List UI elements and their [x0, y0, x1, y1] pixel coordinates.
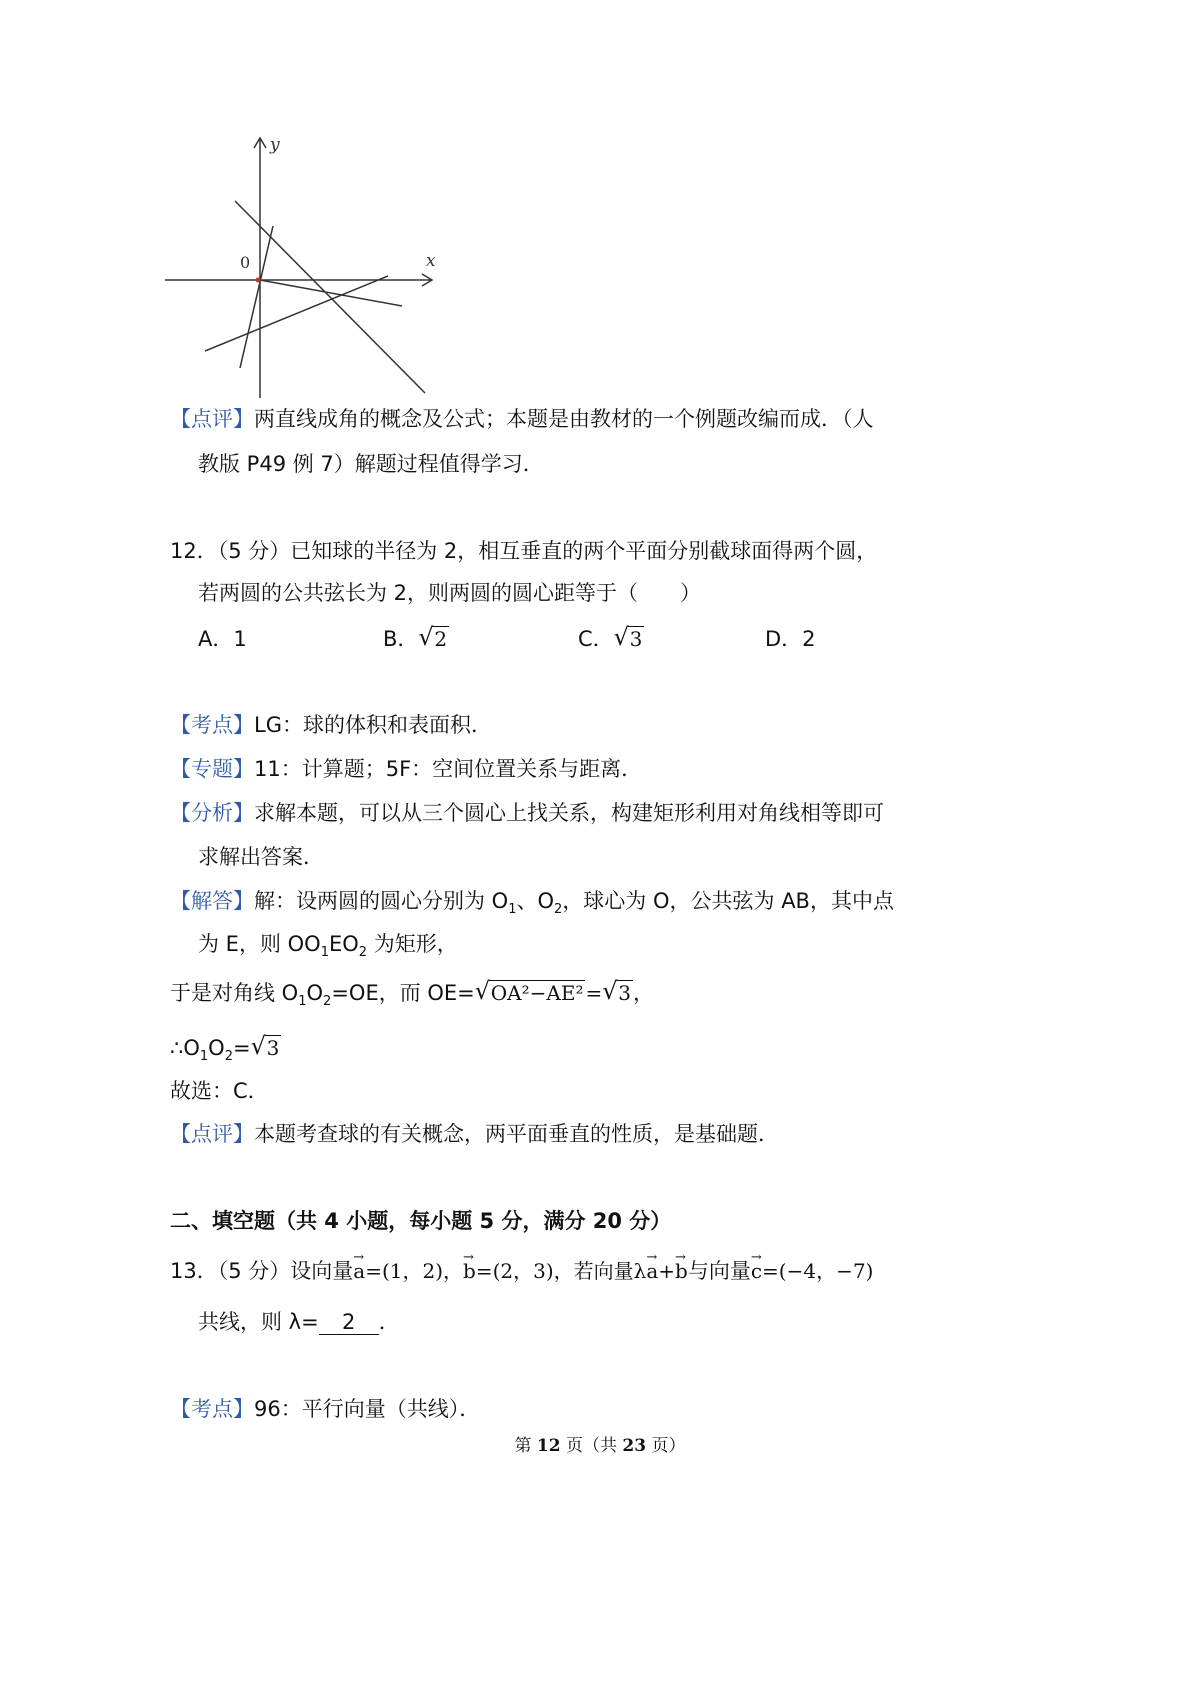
footer-prefix: 第 — [514, 1436, 537, 1456]
vector-a: → a — [353, 1256, 365, 1286]
origin-point — [256, 278, 261, 283]
q13-kaodian — [170, 1394, 480, 1424]
q12-option-b — [383, 624, 449, 654]
footer-total-pages: 23 — [622, 1436, 647, 1456]
q12-jieda-line4 — [170, 1033, 281, 1072]
q12-zhuanti — [170, 754, 642, 784]
lambda-symbol: λ — [633, 1259, 647, 1283]
q11-review-line2: 教版 P49 例 7）解题过程值得学习． — [198, 452, 544, 476]
kaodian-tag: 【考点】 — [170, 713, 254, 737]
q12-kaodian — [170, 710, 492, 740]
q12-jieda-line2 — [198, 929, 458, 968]
subscript: 2 — [358, 945, 368, 961]
footer-middle: 页（共 — [560, 1436, 623, 1456]
zhuanti-tag: 【专题】 — [170, 757, 254, 781]
line-2 — [240, 226, 273, 368]
option-c-sqrt: √ 3 — [613, 623, 643, 651]
q12-option-a: A．1 — [198, 627, 247, 651]
dianping-text: 本题考查球的有关概念，两平面垂直的性质，是基础题． — [254, 1122, 779, 1146]
line4-text-a: ∴O — [170, 1036, 200, 1060]
equals-sign: = — [585, 981, 603, 1005]
q12-jieda-line3 — [170, 978, 654, 1017]
oe-result-radicand: 3 — [618, 981, 631, 1005]
vector-b-value: =(2，3)，若向量 — [475, 1259, 634, 1283]
kaodian-text: LG：球的体积和表面积． — [254, 713, 492, 737]
jieda-text-2c: 为矩形， — [367, 932, 458, 956]
subscript: 2 — [224, 1049, 233, 1065]
combo-vector-b: → b — [675, 1256, 688, 1286]
footer-suffix: 页） — [646, 1436, 686, 1456]
option-b-label: B． — [383, 627, 419, 651]
q12-option-c — [578, 624, 644, 654]
vector-c: → c — [751, 1256, 762, 1286]
line3-text-b: O — [306, 981, 324, 1005]
kaodian-text: 96：平行向量（共线）． — [254, 1397, 481, 1421]
fenxi-text-1: 求解本题，可以从三个圆心上找关系，构建矩形利用对角线相等即可 — [254, 801, 884, 825]
option-c-label: C． — [578, 627, 614, 651]
jieda-text-2a: 为 E，则 OO — [198, 932, 321, 956]
jieda-text-2b: EO — [328, 932, 359, 956]
section-2-title: 二、填空题（共 4 小题，每小题 5 分，满分 20 分） — [170, 1209, 672, 1233]
line3-text-a: 于是对角线 O — [170, 981, 299, 1005]
oe-result-sqrt: √ 3 — [602, 977, 631, 1005]
review-text-1: 两直线成角的概念及公式；本题是由教材的一个例题改编而成．（人 — [254, 407, 874, 431]
line3-end: ， — [632, 981, 654, 1005]
option-b-radicand: 2 — [434, 627, 448, 651]
dianping-tag: 【点评】 — [170, 1122, 254, 1146]
option-c-radicand: 3 — [629, 627, 643, 651]
q11-review-line1 — [170, 404, 874, 434]
review-tag: 【点评】 — [170, 407, 254, 431]
q12-option-d: D．2 — [765, 627, 816, 651]
y-axis-label: y — [270, 135, 280, 155]
q12-stem-line2: 若两圆的公共弦长为 2，则两圆的圆心距等于（ ） — [198, 581, 702, 605]
q12-fenxi-line2: 求解出答案． — [198, 845, 324, 869]
subscript: 2 — [323, 994, 332, 1010]
q13-line2-text: 共线，则 λ= — [198, 1310, 319, 1334]
subscript: 2 — [554, 902, 563, 918]
x-axis-label: x — [426, 251, 436, 271]
q13-stem-line2 — [198, 1307, 400, 1337]
q12-dianping — [170, 1119, 779, 1149]
jieda-text-1c: ，球心为 O，公共弦为 AB，其中点 — [562, 889, 894, 913]
result-sqrt: √ 3 — [250, 1032, 280, 1060]
oe-radicand: OA²−AE² — [490, 981, 584, 1005]
line4-text-b: O — [208, 1036, 225, 1060]
vector-b: → b — [463, 1256, 476, 1286]
q13-stem-a: 13．（5 分）设向量 — [170, 1259, 354, 1283]
oe-sqrt: √ OA²−AE² — [474, 977, 584, 1005]
result-radicand: 3 — [266, 1036, 280, 1060]
q13-stem-line1 — [170, 1256, 873, 1286]
q13-mid-text: 与向量 — [687, 1259, 751, 1283]
q12-jieda-line1 — [170, 886, 894, 925]
jieda-tag: 【解答】 — [170, 889, 254, 913]
page-footer — [0, 1431, 1200, 1456]
subscript: 1 — [320, 945, 329, 961]
q12-fenxi-line1 — [170, 798, 884, 828]
line-1 — [235, 201, 425, 393]
line4-text-c: = — [232, 1036, 251, 1060]
line3-text-c: =OE，而 OE= — [331, 981, 475, 1005]
line-4 — [260, 280, 402, 306]
answer-blank: 2 — [319, 1310, 379, 1335]
origin-label: 0 — [240, 253, 251, 272]
combo-vector-a: → a — [646, 1256, 658, 1286]
q12-answer: 故选：C． — [170, 1079, 269, 1103]
fenxi-tag: 【分析】 — [170, 801, 254, 825]
vector-c-value: =(−4，−7) — [762, 1259, 874, 1283]
q13-line2-end: ． — [378, 1310, 400, 1334]
vector-a-value: =(1，2)， — [365, 1259, 464, 1283]
option-b-sqrt: √ 2 — [418, 623, 448, 651]
jieda-text-1b: 、O — [516, 889, 555, 913]
subscript: 1 — [199, 1049, 209, 1065]
jieda-text-1a: 解：设两圆的圆心分别为 O — [254, 889, 509, 913]
subscript: 1 — [298, 994, 307, 1010]
subscript: 1 — [508, 902, 517, 918]
coordinate-figure — [160, 128, 460, 418]
kaodian-tag: 【考点】 — [170, 1397, 254, 1421]
q12-stem-line1: 12．（5 分）已知球的半径为 2，相互垂直的两个平面分别截球面得两个圆， — [170, 539, 878, 563]
zhuanti-text: 11：计算题；5F：空间位置关系与距离． — [254, 757, 643, 781]
footer-page-number: 12 — [536, 1436, 561, 1456]
plus-sign: + — [658, 1259, 676, 1283]
